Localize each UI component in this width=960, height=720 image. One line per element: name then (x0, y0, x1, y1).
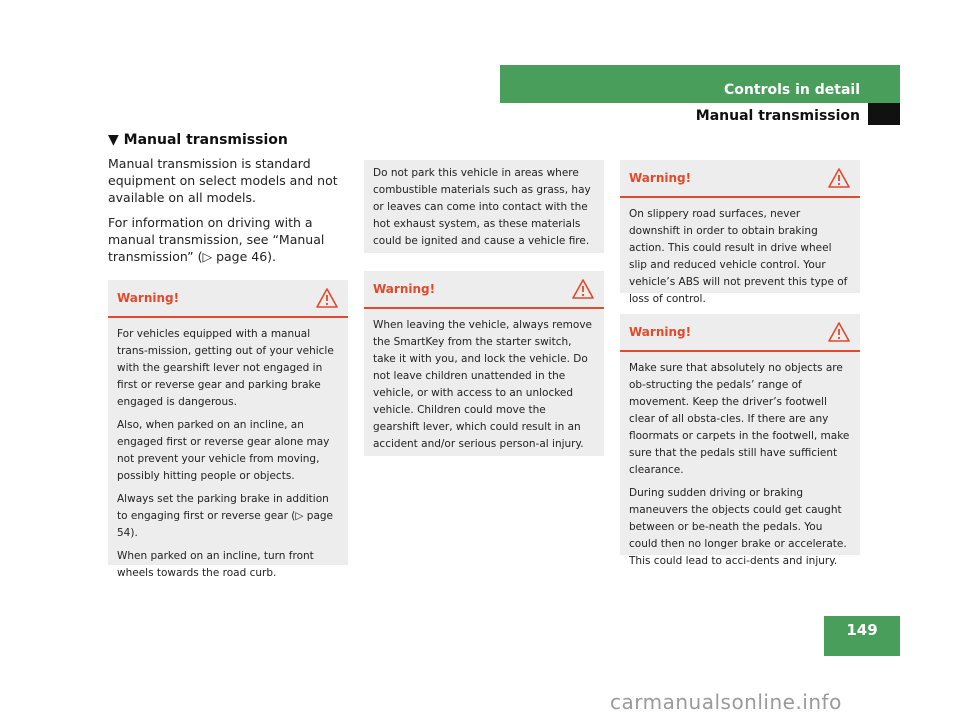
section-title: ▼ Manual transmission (108, 132, 288, 148)
watermark: carmanualsonline.info (610, 690, 842, 714)
intro-text (108, 155, 353, 273)
warning-box-downshift (620, 160, 860, 305)
warning-paragraph: On slippery road surfaces, never downshift in order to obtain braking action. This could result in drive wheel slip and reduced vehicle control. Your vehicle’s ABS will not prevent this type of loss of control. (629, 208, 848, 305)
warning-header (108, 280, 348, 318)
warning-body (620, 352, 860, 582)
warning-paragraph: Also, when parked on an incline, an engaged first or reverse gear alone may not prevent your vehicle from moving, possibly hitting people or objects. (117, 419, 330, 482)
warning-paragraph: When parked on an incline, turn front wheels towards the road curb. (117, 550, 314, 579)
chapter-header: Controls in detail (500, 65, 900, 103)
warning-paragraph: When leaving the vehicle, always remove the SmartKey from the starter switch, take it with you, and lock the vehicle. Do not leave children unattended in the vehicle, or with access to an unlocked vehicle. Children could move the gearshift lever, which could result in an accident and/or serious person-al injury. (373, 319, 592, 450)
warning-header (364, 271, 604, 309)
warning-box-gearshift (108, 280, 348, 579)
warning-paragraph: During sudden driving or braking maneuvers the objects could get caught between or be-neath the pedals. You could then no longer brake or accelerate. This could lead to acci-dents and injury. (629, 487, 847, 567)
page-number: 149 (824, 616, 900, 656)
warning-body (620, 198, 860, 320)
note-body (364, 160, 604, 262)
warning-paragraph: Always set the parking brake in addition to engaging first or reverse gear (▷ page 54). (117, 493, 334, 539)
warning-body (364, 309, 604, 465)
warning-box-pedals (620, 314, 860, 567)
warning-triangle-icon (828, 168, 850, 188)
warning-label: Warning! (629, 324, 692, 339)
warning-body (108, 318, 348, 594)
warning-header (620, 160, 860, 198)
section-header: Manual transmission (695, 108, 860, 124)
warning-label: Warning! (117, 290, 180, 305)
warning-header (620, 314, 860, 352)
warning-box-smartkey (364, 271, 604, 456)
warning-label: Warning! (373, 281, 436, 296)
header-marker (868, 103, 900, 125)
warning-paragraph: For vehicles equipped with a manual trans-mission, getting out of your vehicle with the gearshift lever not engaged in first or reverse gear and parking brake engaged is dangerous. (117, 328, 334, 408)
intro-paragraph: Manual transmission is standard equipment on select models and not available on all models. (108, 156, 338, 205)
note-box-fire-hazard (364, 160, 604, 253)
intro-paragraph: For information on driving with a manual transmission, see “Manual transmission” (▷ page 46). (108, 215, 325, 264)
warning-triangle-icon (316, 288, 338, 308)
warning-triangle-icon (572, 279, 594, 299)
warning-triangle-icon (828, 322, 850, 342)
note-paragraph: Do not park this vehicle in areas where combustible materials such as grass, hay or leaves can come into contact with the hot exhaust system, as these materials could be ignited and cause a vehicle fire. (373, 167, 591, 247)
warning-label: Warning! (629, 170, 692, 185)
warning-paragraph: Make sure that absolutely no objects are ob-structing the pedals’ range of movement. Keep the driver’s footwell clear of all obsta-cles. If there are any floormats or carpets in the footwell, make sure that the pedals still have sufficient clearance. (629, 362, 850, 476)
